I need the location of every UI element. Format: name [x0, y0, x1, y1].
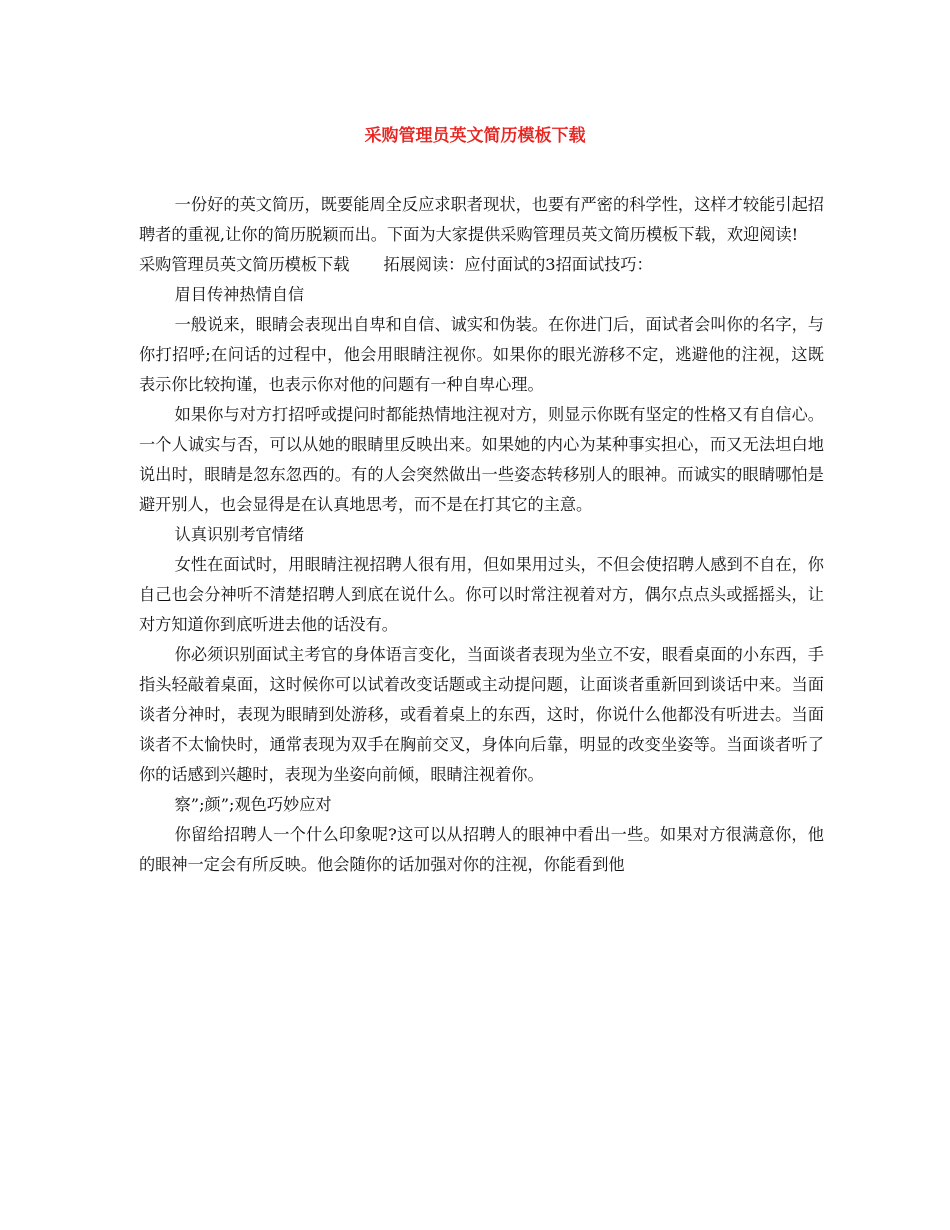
section-heading: 认真识别考官情绪	[174, 525, 305, 544]
section-paragraph: 女性在面试时，用眼睛注视招聘人很有用，但如果用过头，不但会使招聘人感到不自在，你自己也会分神听不清楚招聘人到底在说什么。你可以时常注视着对方，偶尔点点头或摇摇头，让对方知道你到底听进去他的话没有。	[139, 555, 824, 634]
section-paragraph: 一般说来，眼睛会表现出自卑和自信、诚实和伪装。在你进门后，面试者会叫你的名字，与你打招呼;在问话的过程中，他会用眼睛注视你。如果你的眼光游移不定，逃避他的注视，这既表示你比较拘谨，也表示你对他的问题有一种自卑心理。	[139, 315, 824, 394]
section-paragraph: 如果你与对方打招呼或提问时都能热情地注视对方，则显示你既有坚定的性格又有自信心。一个人诚实与否，可以从她的眼睛里反映出来。如果她的内心为某种事实担心，而又无法坦白地说出时，眼睛是忽东忽西的。有的人会突然做出一些姿态转移别人的眼神。而诚实的眼睛哪怕是避开别人，也会显得是在认真地思考，而不是在打其它的主意。	[139, 405, 824, 514]
subtitle-left: 采购管理员英文简历模板下载	[139, 255, 350, 274]
section-paragraph: 你留给招聘人一个什么印象呢?这可以从招聘人的眼神中看出一些。如果对方很满意你，他的眼神一定会有所反映。他会随你的话加强对你的注视，你能看到他	[139, 825, 824, 874]
document-body	[139, 190, 824, 880]
section-heading: 察”;颜”;观色巧妙应对	[174, 795, 332, 814]
intro-paragraph: 一份好的英文简历，既要能周全反应求职者现状，也要有严密的科学性，这样才较能引起招聘者的重视,让你的简历脱颖而出。下面为大家提供采购管理员英文简历模板下载，欢迎阅读!	[139, 195, 824, 244]
section-paragraph: 你必须识别面试主考官的身体语言变化，当面谈者表现为坐立不安，眼看桌面的小东西，手指头轻敲着桌面，这时候你可以试着改变话题或主动提问题，让面谈者重新回到谈话中来。当面谈者分神时，表现为眼睛到处游移，或看着桌上的东西，这时，你说什么他都没有听进去。当面谈者不太愉快时，通常表现为双手在胸前交叉，身体向后靠，明显的改变坐姿等。当面谈者听了你的话感到兴趣时，表现为坐姿向前倾，眼睛注视着你。	[139, 645, 824, 784]
page-title: 采购管理员英文简历模板下载	[364, 126, 586, 146]
section-heading: 眉目传神热情自信	[174, 285, 305, 304]
subtitle-right: 拓展阅读：应付面试的3招面试技巧：	[383, 255, 653, 274]
subtitle-line	[139, 250, 824, 280]
